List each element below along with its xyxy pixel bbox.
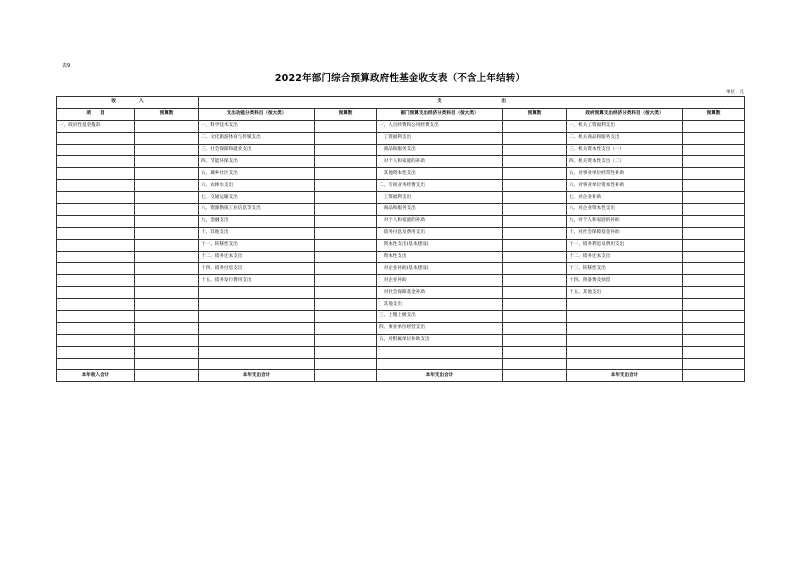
table-cell	[199, 322, 315, 334]
budget-table	[56, 96, 745, 382]
table-cell	[503, 120, 567, 132]
table-cell: 工资福利支出	[377, 192, 503, 204]
table-cell	[199, 311, 315, 323]
table-cell: 六、农林水支出	[199, 180, 315, 192]
table-cell	[135, 251, 199, 263]
table-cell	[315, 132, 377, 144]
table-row	[57, 334, 745, 346]
totals-cell	[503, 370, 567, 382]
table-cell: 商品和服务支出	[377, 144, 503, 156]
table-cell	[57, 263, 135, 275]
table-cell	[503, 299, 567, 311]
table-cell	[135, 120, 199, 132]
table-cell	[683, 358, 745, 370]
table-cell: 十、对社会保障基金补助	[567, 227, 683, 239]
table-cell	[315, 322, 377, 334]
income-group-header: 收 入	[57, 97, 199, 109]
totals-cell: 本年支出合计	[567, 370, 683, 382]
table-cell	[135, 299, 199, 311]
table-cell: 一、机关工资福利支出	[567, 120, 683, 132]
table-row	[57, 311, 745, 323]
table-cell: 四、事业单位经营支出	[377, 322, 503, 334]
table-row	[57, 120, 745, 132]
column-header: 政府预算支出经济分类科目（按大类）	[567, 108, 683, 120]
table-cell: 三、机关资本性支出（一）	[567, 144, 683, 156]
table-row	[57, 204, 745, 216]
table-cell	[135, 311, 199, 323]
table-cell	[315, 192, 377, 204]
table-cell	[57, 346, 135, 358]
table-cell	[315, 263, 377, 275]
table-row	[57, 239, 745, 251]
table-cell	[567, 358, 683, 370]
table-cell	[135, 168, 199, 180]
table-cell	[503, 144, 567, 156]
table-cell	[57, 275, 135, 287]
totals-cell: 本年收入合计	[57, 370, 135, 382]
table-cell: 七、对企业补助	[567, 192, 683, 204]
table-cell	[503, 180, 567, 192]
table-cell: 一、政府性基金拨款	[57, 120, 135, 132]
table-cell	[135, 322, 199, 334]
table-row	[57, 322, 745, 334]
table-cell: 三、上缴上级支出	[377, 311, 503, 323]
table-row	[57, 275, 745, 287]
table-cell	[57, 204, 135, 216]
unit-label: 单位：元	[726, 90, 744, 95]
table-cell	[135, 227, 199, 239]
table-row	[57, 263, 745, 275]
table-cell	[199, 334, 315, 346]
table-cell: 十五、债务发行费用支出	[199, 275, 315, 287]
table-row	[57, 287, 745, 299]
table-cell	[135, 180, 199, 192]
totals-cell: 本年支出合计	[199, 370, 315, 382]
table-cell	[683, 180, 745, 192]
table-cell	[567, 346, 683, 358]
table-cell	[377, 358, 503, 370]
table-cell	[683, 322, 745, 334]
table-cell: 五、城乡社区支出	[199, 168, 315, 180]
table-row	[57, 144, 745, 156]
table-cell	[135, 358, 199, 370]
table-cell	[315, 204, 377, 216]
table-cell	[377, 346, 503, 358]
table-cell	[503, 204, 567, 216]
table-row	[57, 358, 745, 370]
table-cell: 对社会保障基金补助	[377, 287, 503, 299]
table-cell	[683, 204, 745, 216]
table-cell: 对个人和家庭的补助	[377, 215, 503, 227]
table-cell	[135, 156, 199, 168]
table-cell	[503, 227, 567, 239]
column-header: 项 目	[57, 108, 135, 120]
table-row	[57, 132, 745, 144]
column-header: 部门预算支出经济分类科目（按大类）	[377, 108, 503, 120]
table-cell	[683, 346, 745, 358]
table-cell: 其他支出	[377, 299, 503, 311]
page-tag: 表9	[62, 63, 71, 69]
table-cell: 七、交通运输支出	[199, 192, 315, 204]
table-cell	[135, 239, 199, 251]
table-row	[57, 215, 745, 227]
table-cell	[503, 192, 567, 204]
table-cell	[683, 168, 745, 180]
table-cell	[57, 132, 135, 144]
table-cell	[57, 251, 135, 263]
table-cell: 十二、债务还本支出	[199, 251, 315, 263]
table-cell: 八、资源勘探工业信息等支出	[199, 204, 315, 216]
column-header: 预算数	[503, 108, 567, 120]
table-cell	[315, 168, 377, 180]
table-cell: 债务付息及费用支出	[377, 227, 503, 239]
table-cell	[57, 287, 135, 299]
table-cell: 九、对个人和家庭的补助	[567, 215, 683, 227]
table-cell	[503, 311, 567, 323]
column-header: 支出功能分类科目（按大类）	[199, 108, 315, 120]
table-cell	[57, 358, 135, 370]
table-cell: 十、其他支出	[199, 227, 315, 239]
table-cell	[683, 299, 745, 311]
table-cell	[57, 299, 135, 311]
table-cell	[135, 215, 199, 227]
table-cell	[199, 358, 315, 370]
table-cell: 二、文化旅游体育与传媒支出	[199, 132, 315, 144]
table-cell: 十一、转移性支出	[199, 239, 315, 251]
table-cell	[503, 132, 567, 144]
table-row	[57, 192, 745, 204]
table-cell	[683, 263, 745, 275]
table-cell	[315, 299, 377, 311]
table-cell	[683, 215, 745, 227]
table-cell	[683, 132, 745, 144]
table-cell	[683, 120, 745, 132]
table-cell: 对企业补助	[377, 275, 503, 287]
table-cell: 六、对事业单位资本性补助	[567, 180, 683, 192]
table-cell: 十四、债务付息支出	[199, 263, 315, 275]
table-cell: 资本性支出(基本建设)	[377, 239, 503, 251]
table-cell	[57, 168, 135, 180]
table-cell: 十五、其他支出	[567, 287, 683, 299]
table-cell: 二、机关商品和服务支出	[567, 132, 683, 144]
table-cell	[57, 192, 135, 204]
table-cell	[57, 334, 135, 346]
table-cell: 二、专项业务经费支出	[377, 180, 503, 192]
table-cell	[57, 311, 135, 323]
table-cell	[315, 346, 377, 358]
table-cell	[503, 287, 567, 299]
table-cell	[503, 263, 567, 275]
table-cell	[683, 311, 745, 323]
table-cell: 十二、债务还本支出	[567, 251, 683, 263]
table-cell	[503, 251, 567, 263]
table-cell	[315, 334, 377, 346]
table-cell	[315, 180, 377, 192]
table-row	[57, 346, 745, 358]
table-cell	[683, 227, 745, 239]
table-cell	[135, 144, 199, 156]
table-cell: 四、机关资本性支出（二）	[567, 156, 683, 168]
table-cell	[57, 215, 135, 227]
table-cell	[199, 346, 315, 358]
expense-group-header: 支 出	[199, 97, 745, 109]
column-header: 预算数	[135, 108, 199, 120]
table-cell: 对企业补助(基本建设)	[377, 263, 503, 275]
table-cell	[315, 287, 377, 299]
table-cell	[503, 334, 567, 346]
column-header: 预算数	[683, 108, 745, 120]
table-cell: 工资福利支出	[377, 132, 503, 144]
table-cell	[503, 322, 567, 334]
table-row	[57, 156, 745, 168]
table-cell	[315, 275, 377, 287]
totals-cell: 本年支出合计	[377, 370, 503, 382]
table-cell	[567, 311, 683, 323]
table-cell: 九、金融支出	[199, 215, 315, 227]
table-cell	[683, 251, 745, 263]
table-cell	[57, 322, 135, 334]
table-cell	[503, 346, 567, 358]
table-cell	[683, 156, 745, 168]
table-cell	[503, 156, 567, 168]
table-cell: 十一、债务利息及费用支出	[567, 239, 683, 251]
table-cell	[135, 204, 199, 216]
table-cell	[135, 346, 199, 358]
totals-cell	[683, 370, 745, 382]
table-cell	[503, 239, 567, 251]
table-cell	[683, 334, 745, 346]
table-cell	[503, 168, 567, 180]
table-cell	[683, 287, 745, 299]
table-cell	[135, 287, 199, 299]
table-cell	[503, 215, 567, 227]
table-cell	[315, 251, 377, 263]
totals-row	[57, 370, 745, 382]
table-cell: 对个人和家庭的补助	[377, 156, 503, 168]
table-cell: 十三、转移性支出	[567, 263, 683, 275]
table-cell: 五、对附属单位补助支出	[377, 334, 503, 346]
table-cell	[567, 334, 683, 346]
table-cell	[683, 275, 745, 287]
table-cell: 五、对事业单位经常性补助	[567, 168, 683, 180]
table-cell: 十四、预备费及预留	[567, 275, 683, 287]
table-cell	[315, 144, 377, 156]
table-cell: 一、科学技术支出	[199, 120, 315, 132]
table-cell	[315, 156, 377, 168]
table-row	[57, 168, 745, 180]
table-cell	[503, 275, 567, 287]
table-cell	[315, 120, 377, 132]
table-cell	[683, 239, 745, 251]
table-cell	[135, 263, 199, 275]
table-cell	[57, 227, 135, 239]
table-cell	[135, 132, 199, 144]
table-cell	[57, 156, 135, 168]
totals-cell	[315, 370, 377, 382]
table-row	[57, 227, 745, 239]
table-cell: 资本性支出	[377, 251, 503, 263]
table-cell	[57, 180, 135, 192]
table-cell: 四、节能环保支出	[199, 156, 315, 168]
table-cell	[57, 144, 135, 156]
table-cell: 三、社会保障和就业支出	[199, 144, 315, 156]
table-cell	[683, 144, 745, 156]
table-row	[57, 299, 745, 311]
table-cell	[199, 299, 315, 311]
table-cell	[503, 358, 567, 370]
table-row	[57, 180, 745, 192]
table-cell	[57, 239, 135, 251]
table-cell	[135, 192, 199, 204]
table-cell	[683, 192, 745, 204]
column-header: 预算数	[315, 108, 377, 120]
table-cell: 八、对企业资本性支出	[567, 204, 683, 216]
totals-cell	[135, 370, 199, 382]
table-cell: 商品和服务支出	[377, 204, 503, 216]
table-cell	[567, 322, 683, 334]
table-cell	[315, 239, 377, 251]
table-cell: 其他资本性支出	[377, 168, 503, 180]
table-cell: 一、人员经费和公用经费支出	[377, 120, 503, 132]
table-cell	[315, 215, 377, 227]
table-cell	[135, 275, 199, 287]
table-cell	[315, 311, 377, 323]
page-title: 2022年部门综合预算政府性基金收支表（不含上年结转）	[274, 73, 526, 84]
table-cell	[567, 299, 683, 311]
table-cell	[315, 227, 377, 239]
table-cell	[135, 334, 199, 346]
table-cell	[315, 358, 377, 370]
table-row	[57, 251, 745, 263]
table-cell	[199, 287, 315, 299]
